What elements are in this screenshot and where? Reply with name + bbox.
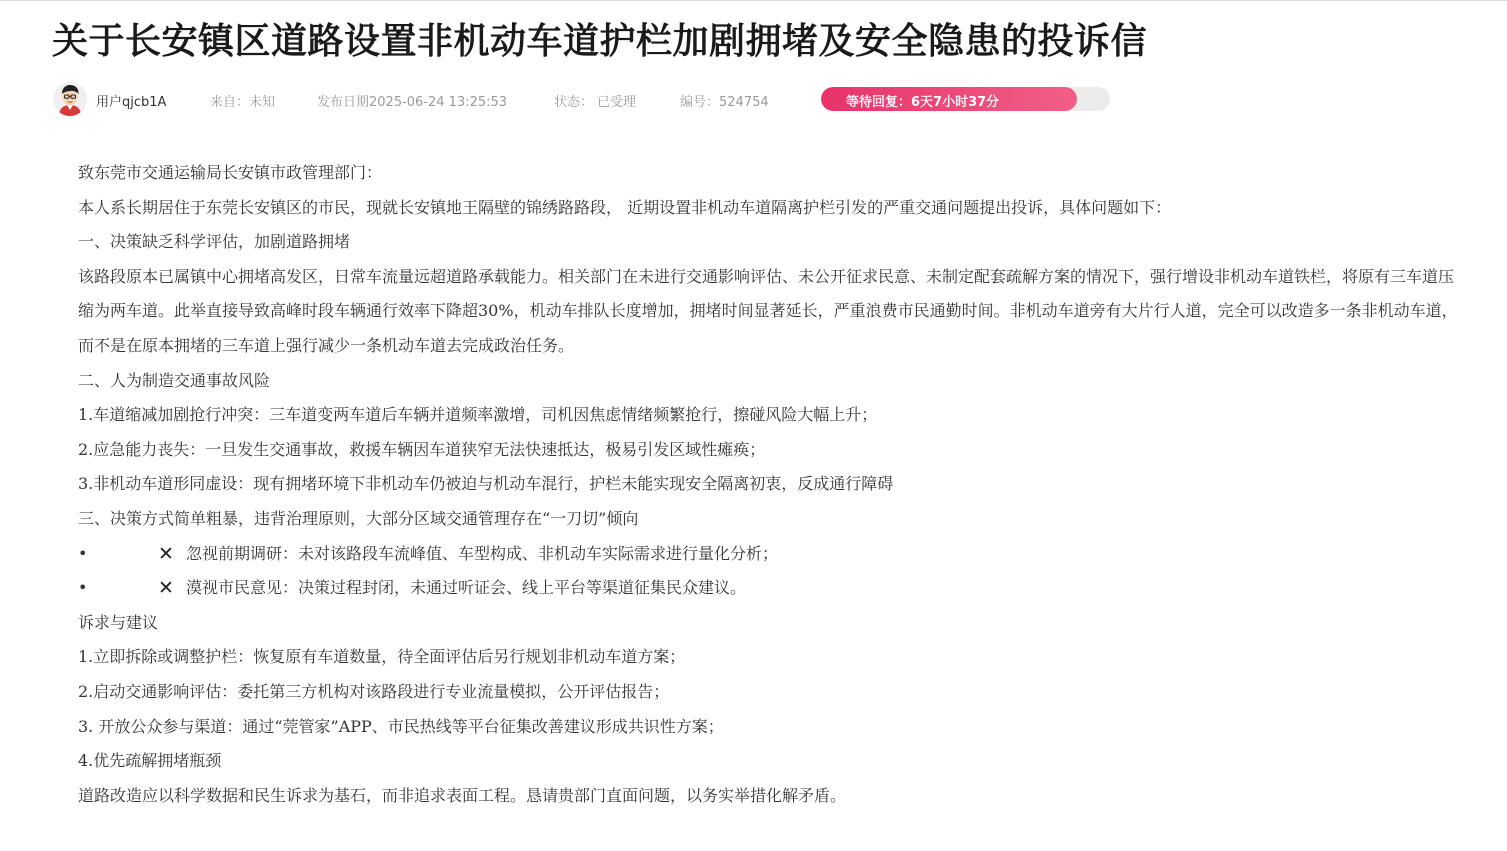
bullet-text-1: 忽视前期调研：未对该路段车流峰值、车型构成、非机动车实际需求进行量化分析； [186, 543, 779, 563]
list-item [78, 537, 1478, 572]
cross-mark-icon: ✕ [158, 577, 174, 600]
letter-salutation: 致东莞市交通运输局长安镇市政管理部门： [78, 163, 383, 182]
bullet-text-2: 漠视市民意见：决策过程封闭，未通过听证会、线上平台等渠道征集民众建议。 [186, 578, 747, 598]
user-avatar-icon[interactable] [53, 82, 87, 116]
status-label: 状态： [554, 95, 594, 110]
post-source: 来自：未知 [210, 95, 276, 110]
bullet-dot: • [78, 543, 88, 563]
section-heading-4: 诉求与建议 [78, 612, 159, 632]
letter-closing: 道路改造应以科学数据和民生诉求为基石，而非追求表面工程。恳请贵部门直面问题，以务实举措化解矛盾。 [78, 785, 847, 805]
status-value: 已受理 [597, 95, 637, 110]
list-item [78, 571, 1478, 606]
bullet-dot: • [78, 578, 88, 598]
post-id: 编号：524754 [680, 95, 769, 110]
cross-mark-icon: ✕ [158, 542, 174, 565]
post-status [554, 91, 636, 110]
author-name[interactable]: 用户qjcb1A [96, 95, 167, 110]
section-heading-2: 二、人为制造交通事故风险 [78, 370, 271, 390]
demand-item-1: 1.立即拆除或调整护栏：恢复原有车道数量，待全面评估后另行规划非机动车道方案； [78, 647, 686, 667]
reply-countdown-text: 等待回复：6天7小时37分 [846, 95, 1000, 110]
demand-item-2: 2.启动交通影响评估：委托第三方机构对该路段进行专业流量模拟，公开评估报告； [78, 681, 670, 701]
page-title: 关于长安镇区道路设置非机动车道护栏加剧拥堵及安全隐患的投诉信 [52, 21, 1148, 62]
section-heading-3: 三、决策方式简单粗暴，违背治理原则，大部分区域交通管理存在“一刀切”倾向 [78, 508, 639, 528]
demand-item-4: 4.优先疏解拥堵瓶颈 [78, 751, 222, 771]
demand-item-3: 3. 开放公众参与渠道：通过“莞管家”APP、市民热线等平台征集改善建议形成共识性方案； [78, 716, 724, 736]
risk-item-1: 1.车道缩减加剧抢行冲突：三车道变两车道后车辆并道频率激增，司机因焦虑情绪频繁抢行，擦碰风险大幅上升； [78, 405, 878, 425]
reply-countdown-bar [821, 87, 1110, 111]
letter-intro: 本人系长期居住于东莞长安镇区的市民，现就长安镇地王隔壁的锦绣路路段， 近期设置非机动车道隔离护栏引发的严重交通问题提出投诉，具体问题如下： [78, 197, 1172, 217]
post-meta-bar [53, 82, 1153, 118]
post-date: 发布日期2025-06-24 13:25:53 [317, 95, 508, 110]
top-divider [0, 0, 1507, 1]
section-1-paragraph: 该路段原本已属镇中心拥堵高发区，日常车流量远超道路承载能力。相关部门在未进行交通影响评估、未公开征求民意、未制定配套疏解方案的情况下，强行增设非机动车道铁栏，将原有三车道压缩为两车道。此举直接导致高峰时段车辆通行效率下降超30%，机动车排队长度增加，拥堵时间显著延长，严重浪费市民通勤时间。非机动车道旁有大片行人道，完全可以改造多一条非机动车道，而不是在原本拥堵的三车道上强行减少一条机动车道去完成政治任务。 [78, 266, 1458, 355]
risk-item-2: 2.应急能力丧失：一旦发生交通事故，救援车辆因车道狭窄无法快速抵达，极易引发区域性瘫痪； [78, 439, 766, 459]
letter-body [78, 156, 1478, 813]
risk-item-3: 3.非机动车道形同虚设：现有拥堵环境下非机动车仍被迫与机动车混行，护栏未能实现安全隔离初衷，反成通行障碍 [78, 474, 894, 494]
section-heading-1: 一、决策缺乏科学评估，加剧道路拥堵 [78, 232, 351, 252]
